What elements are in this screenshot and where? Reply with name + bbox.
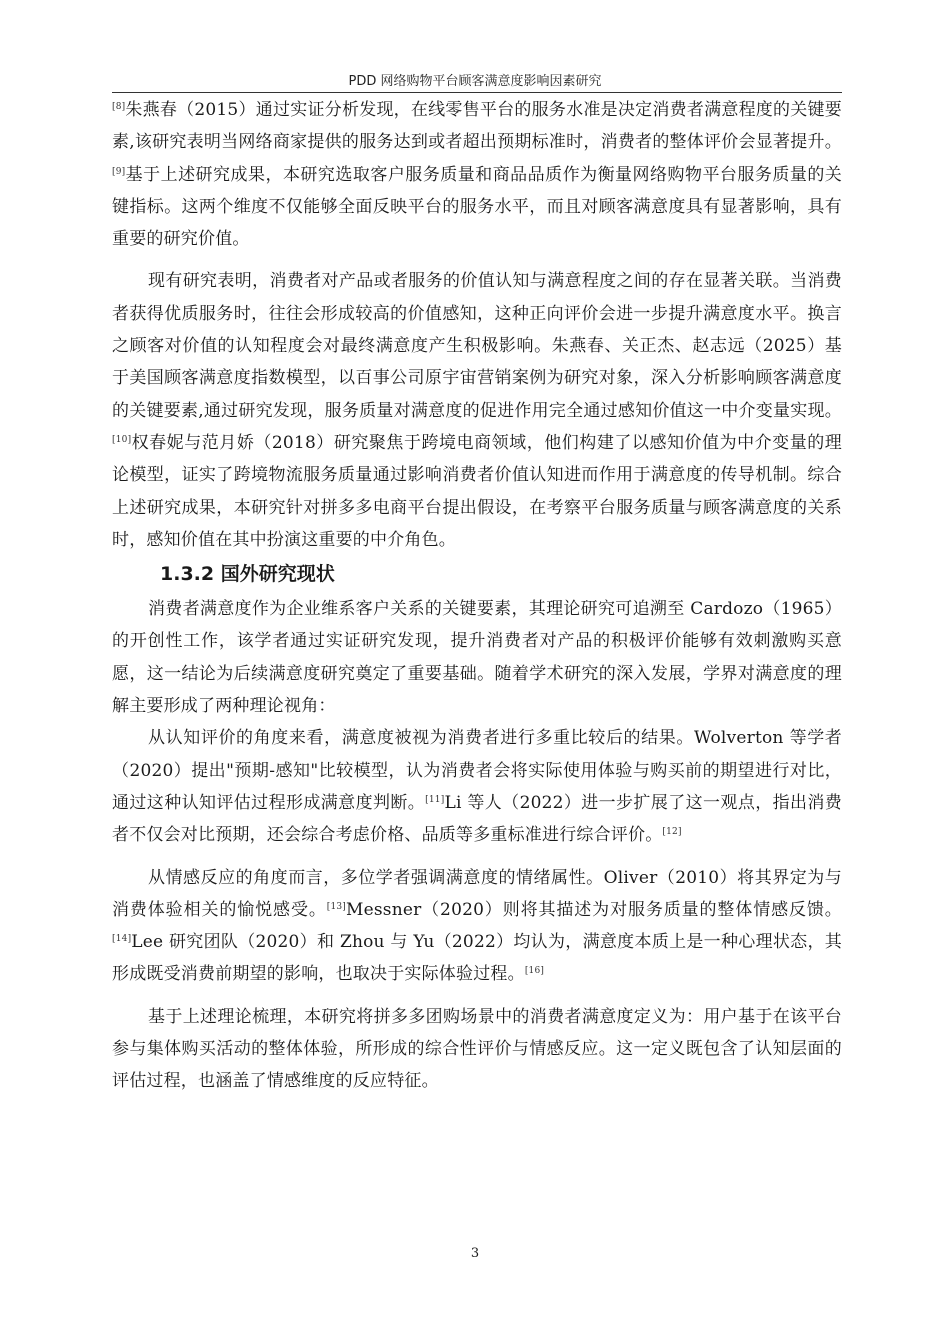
text-run: Messner（2020）则将其描述为对服务质量的整体情感反馈。 (346, 899, 842, 920)
citation-ref: [11] (425, 794, 445, 805)
paragraph (112, 265, 842, 556)
header-rule (112, 92, 842, 93)
paragraph (112, 862, 842, 991)
text-run: 朱燕春（2015）通过实证分析发现，在线零售平台的服务水准是决定消费者满意程度的关键要素,该研究表明当网络商家提供的服务达到或者超出预期标准时，消费者的整体评价会显著提升。 (112, 100, 842, 153)
citation-ref: [10] (112, 434, 132, 445)
citation-ref: [16] (524, 966, 545, 977)
running-header: PDD 网络购物平台顾客满意度影响因素研究 (348, 74, 602, 89)
citation-ref: [9] (112, 166, 126, 177)
citation-ref: [12] (662, 827, 682, 838)
text-run: Lee 研究团队（2020）和 Zhou 与 Yu（2022）均认为，满意度本质上是一种心理状态，其形成既受消费前期望的影响，也取决于实际体验过程。 (112, 932, 842, 985)
paragraph (112, 722, 842, 851)
citation-ref: [8] (112, 102, 126, 112)
paragraph (112, 593, 842, 722)
paragraph (112, 94, 842, 255)
citation-ref: [13] (326, 901, 347, 912)
text-run: 基于上述理论梳理，本研究将拼多多团购场景中的消费者满意度定义为：用户基于在该平台参与集体购买活动的整体体验，所形成的综合性评价与情感反应。这一定义既包含了认知层面的评估过程，也涵盖了情感维度的反应特征。 (112, 1006, 842, 1092)
section-heading: 1.3.2 国外研究现状 (160, 563, 335, 586)
citation-ref: [14] (112, 934, 132, 945)
text-run: Li 等人（2022）进一步扩展了这一观点，指出消费者不仅会对比预期，还会综合考虑价格、品质等多重标准进行综合评价。 (112, 792, 843, 846)
text-run: 权春妮与范月娇（2018）研究聚焦于跨境电商领域，他们构建了以感知价值为中介变量的理论模型，证实了跨境物流服务质量通过影响消费者价值认知进而作用于满意度的传导机制。综合上述研究成果，本研究针对拼多多电商平台提出假设，在考察平台服务质量与顾客满意度的关系时，感知价值在其中扮演这重要的中介角色。 (112, 432, 842, 550)
text-run: 基于上述研究成果，本研究选取客户服务质量和商品品质作为衡量网络购物平台服务质量的关键指标。这两个维度不仅能够全面反映平台的服务水平，而且对顾客满意度具有显著影响，具有重要的研究价值。 (112, 164, 842, 250)
paragraph (112, 1001, 842, 1098)
text-run: 消费者满意度作为企业维系客户关系的关键要素，其理论研究可追溯至 Cardozo（1965）的开创性工作，该学者通过实证研究发现，提升消费者对产品的积极评价能够有效刺激购买意愿，这一结论为后续满意度研究奠定了重要基础。随着学术研究的深入发展，学界对满意度的理解主要形成了两种理论视角： (112, 599, 842, 717)
page-number: 3 (470, 1246, 480, 1261)
body-text (112, 94, 842, 1098)
text-run: 从情感反应的角度而言，多位学者强调满意度的情绪属性。Oliver（2010）将其界定为与消费体验相关的愉悦感受。 (112, 867, 842, 920)
text-run: 从认知评价的角度来看，满意度被视为消费者进行多重比较后的结果。Wolverton 等学者（2020）提出"预期-感知"比较模型，认为消费者会将实际使用体验与购买前的期望进行对比，通过这种认知评估过程形成满意度判断。 (112, 728, 842, 813)
text-run: 现有研究表明，消费者对产品或者服务的价值认知与满意程度之间的存在显著关联。当消费者获得优质服务时，往往会形成较高的价值感知，这种正向评价会进一步提升满意度水平。换言之顾客对价值的认知程度会对最终满意度产生积极影响。朱燕春、关正杰、赵志远（2025）基于美国顾客满意度指数模型，以百事公司原宇宙营销案例为研究对象，深入分析影响顾客满意度的关键要素,通过研究发现，服务质量对满意度的促进作用完全通过感知价值这一中介变量实现。 (112, 271, 842, 421)
